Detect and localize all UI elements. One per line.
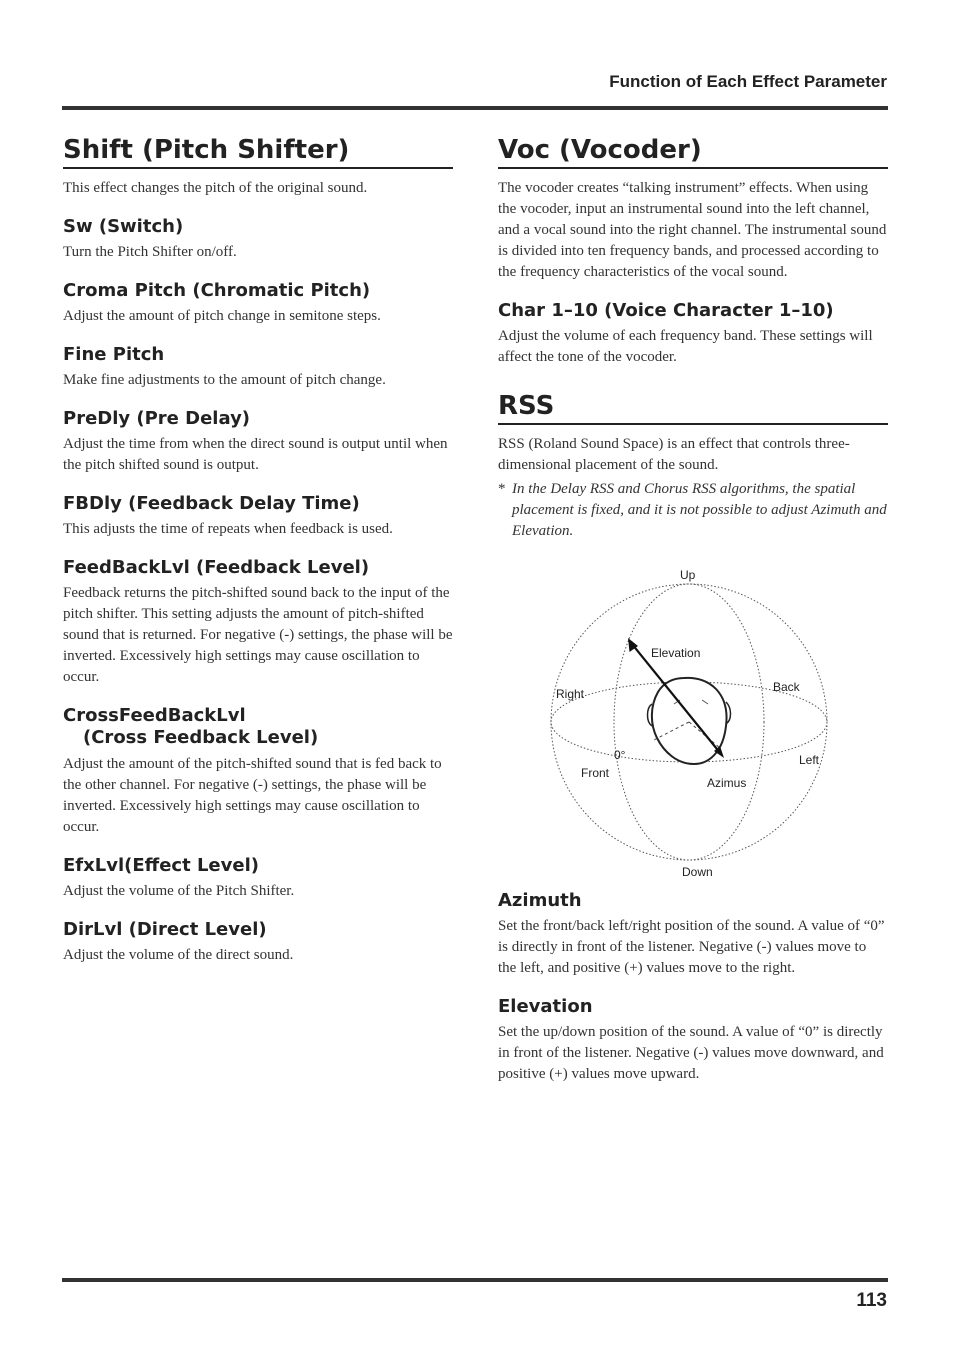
param-desc-feedbacklvl: Feedback returns the pitch-shifted sound back to the input of the pitch shifter. This setting adjusts the amount of pitch-shifted sound that is returned. For negative (-) settings, the phase will be inverted. Excessively high settings may cause oscillation to occur.: [63, 585, 453, 685]
label-front: Front: [581, 766, 610, 780]
param-desc-efxlvl: Adjust the volume of the Pitch Shifter.: [63, 883, 295, 899]
label-azimus: Azimus: [707, 776, 747, 790]
label-up: Up: [680, 568, 696, 582]
param-desc-fine-pitch: Make fine adjustments to the amount of pitch change.: [63, 372, 386, 388]
param-heading-crossfeedbacklvl: [63, 705, 453, 749]
voc-intro: The vocoder creates “talking instrument” effects. When using the vocoder, input an instrumental sound into the left channel, and a vocal sound into the right channel. The instrumental sound is divided into ten frequency bands, and processed according to the frequency characteristics of the vocal sound.: [498, 180, 887, 280]
param-heading-char: Char 1–10 (Voice Character 1–10): [498, 300, 834, 321]
note-asterisk: *: [498, 481, 506, 497]
label-down: Down: [682, 865, 713, 879]
param-heading-crossfeedbacklvl-line2: (Cross Feedback Level): [83, 727, 319, 748]
param-desc-elevation: Set the up/down position of the sound. A value of “0” is directly in front of the listener. Negative (-) values move downward, and positive (+) values move upward.: [498, 1024, 884, 1082]
param-desc-azimuth: Set the front/back left/right position of the sound. A value of “0” is directly in front of the listener. Negative (-) values move to the left, and positive (+) values move to the right.: [498, 918, 885, 976]
label-left: Left: [799, 753, 820, 767]
param-heading-elevation: Elevation: [498, 996, 593, 1017]
rss-intro: RSS (Roland Sound Space) is an effect that controls three-dimensional placement of the sound.: [498, 436, 850, 473]
param-desc-croma-pitch: Adjust the amount of pitch change in semitone steps.: [63, 308, 381, 324]
param-heading-fine-pitch: Fine Pitch: [63, 344, 165, 365]
right-column: [498, 134, 888, 1085]
param-desc-predly: Adjust the time from when the direct sound is output until when the pitch shifted sound is output.: [63, 436, 448, 473]
rss-note-text: In the Delay RSS and Chorus RSS algorithms, the spatial placement is fixed, and it is not possible to adjust Azimuth and Elevation.: [512, 481, 887, 539]
param-heading-sw: Sw (Switch): [63, 216, 184, 237]
param-desc-sw: Turn the Pitch Shifter on/off.: [63, 244, 237, 260]
rss-sphere-diagram: [534, 568, 854, 886]
param-desc-fbdly: This adjusts the time of repeats when feedback is used.: [63, 521, 393, 537]
param-heading-dirlvl: DirLvl (Direct Level): [63, 919, 267, 940]
label-right: Right: [556, 687, 585, 701]
section-title-voc: Voc (Vocoder): [498, 134, 888, 169]
page-number: 113: [856, 1290, 887, 1311]
param-heading-fbdly: FBDly (Feedback Delay Time): [63, 493, 360, 514]
param-heading-croma-pitch: Croma Pitch (Chromatic Pitch): [63, 280, 371, 301]
param-desc-crossfeedbacklvl: Adjust the amount of the pitch-shifted sound that is fed back to the other channel. For negative (-) settings, the phase will be inverted. Excessively high settings may cause oscillation to occur.: [63, 756, 442, 835]
top-rule: [62, 106, 888, 110]
param-heading-azimuth: Azimuth: [498, 890, 582, 911]
label-elevation: Elevation: [651, 646, 701, 660]
param-desc-dirlvl: Adjust the volume of the direct sound.: [63, 947, 294, 963]
param-heading-crossfeedbacklvl-line1: CrossFeedBackLvl: [63, 705, 246, 726]
rss-note: [498, 479, 888, 542]
label-zero-degree: 0°: [614, 748, 626, 762]
param-heading-predly: PreDly (Pre Delay): [63, 408, 251, 429]
section-title-shift: Shift (Pitch Shifter): [63, 134, 453, 169]
param-desc-char: Adjust the volume of each frequency band. These settings will affect the tone of the vocoder.: [498, 328, 873, 365]
label-back: Back: [773, 680, 800, 694]
left-column: [63, 134, 453, 966]
running-header: Function of Each Effect Parameter: [609, 72, 887, 91]
bottom-rule: [62, 1278, 888, 1282]
param-heading-efxlvl: EfxLvl(Effect Level): [63, 855, 259, 876]
section-title-rss: RSS: [498, 390, 888, 425]
param-heading-feedbacklvl: FeedBackLvl (Feedback Level): [63, 557, 370, 578]
shift-intro: This effect changes the pitch of the original sound.: [63, 180, 368, 196]
